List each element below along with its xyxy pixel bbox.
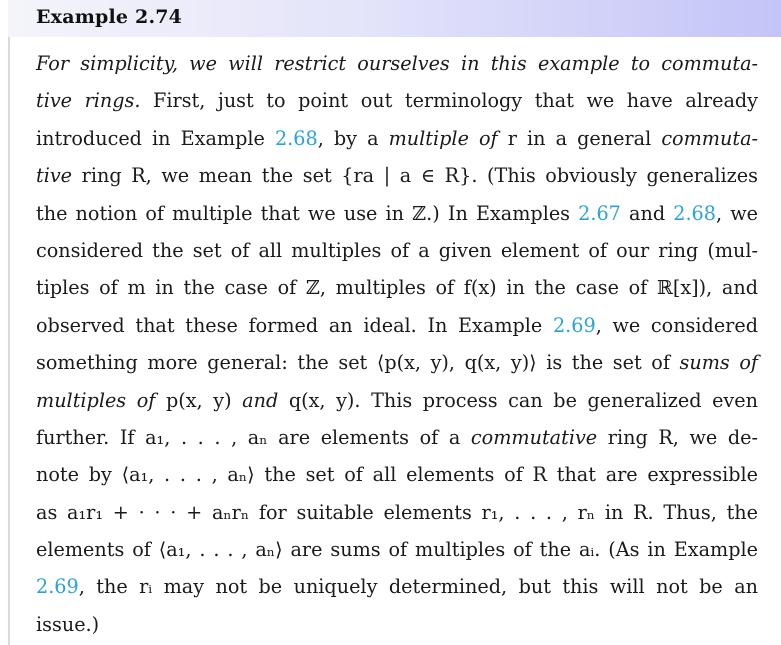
text-run: q(x, y). This process can be generalized even	[278, 388, 758, 412]
text-run: elements of ⟨a₁, . . . , aₙ⟩ are sums of multiples of the aᵢ. (As in Example	[36, 538, 758, 562]
emphasized-text: commutative	[470, 425, 598, 449]
text-run: introduced in Example	[36, 126, 275, 150]
text-line	[36, 568, 758, 605]
text-run: and	[620, 201, 674, 225]
example-title: Example 2.74	[36, 6, 183, 28]
text-run: observed that these formed an ideal. In Example	[36, 313, 553, 337]
emphasized-text: commuta-	[661, 126, 758, 150]
text-line	[36, 531, 758, 568]
example-header	[8, 0, 781, 37]
example-reference-link[interactable]: 2.69	[552, 313, 596, 337]
text-line	[36, 269, 758, 306]
text-line	[36, 157, 758, 194]
text-line	[36, 419, 758, 456]
text-line	[36, 606, 758, 643]
text-line	[36, 344, 758, 381]
text-run: issue.)	[36, 612, 100, 636]
text-run: , by a	[317, 126, 389, 150]
example-box	[8, 0, 781, 645]
text-run: considered the set of all multiples of a given element of our ring (mul-	[36, 238, 758, 262]
emphasized-text: and	[242, 388, 279, 412]
example-reference-link[interactable]: 2.68	[673, 201, 716, 225]
text-run: the notion of multiple that we use in ℤ.) In Examples	[36, 201, 579, 225]
emphasized-text: multiples of	[36, 388, 156, 412]
text-run: ring R, we de-	[597, 425, 758, 449]
text-line	[36, 382, 758, 419]
text-line	[36, 195, 758, 232]
text-run: note by ⟨a₁, . . . , aₙ⟩ the set of all elements of R that are expressible	[36, 463, 758, 487]
text-run: , the rᵢ may not be uniquely determined, but this will not be an	[78, 575, 758, 599]
text-line	[36, 45, 758, 82]
emphasized-text: tive rings.	[36, 89, 141, 113]
text-run: r in a general	[497, 126, 662, 150]
emphasized-text: sums of	[679, 351, 759, 375]
text-run: as a₁r₁ + · · · + aₙrₙ for suitable elements r₁, . . . , rₙ in R. Thus, the	[36, 500, 758, 524]
text-line	[36, 307, 758, 344]
text-run: something more general: the set ⟨p(x, y), q(x, y)⟩ is the set of	[36, 351, 680, 375]
text-line	[36, 232, 758, 269]
emphasized-text: multiple of	[388, 126, 498, 150]
example-reference-link[interactable]: 2.68	[274, 126, 318, 150]
text-run: , we considered	[595, 313, 758, 337]
text-line	[36, 82, 758, 119]
text-run: p(x, y)	[155, 388, 243, 412]
text-run: further. If a₁, . . . , aₙ are elements of a	[36, 425, 471, 449]
example-body	[36, 45, 758, 643]
text-run: tiples of m in the case of ℤ, multiples of f(x) in the case of ℝ[x]), and	[36, 276, 758, 300]
text-line	[36, 494, 758, 531]
text-run: ring R, we mean the set {ra | a ∈ R}. (This obviously generalizes	[72, 164, 758, 188]
emphasized-text: For simplicity, we will restrict ourselves in this example to commuta-	[36, 52, 758, 75]
text-line	[36, 456, 758, 493]
text-run: , we	[715, 201, 758, 225]
text-run: First, just to point out terminology that we have already	[140, 89, 759, 113]
emphasized-text: tive	[36, 164, 73, 188]
text-line	[36, 120, 758, 157]
example-reference-link[interactable]: 2.69	[36, 575, 79, 599]
example-reference-link[interactable]: 2.67	[578, 201, 621, 225]
